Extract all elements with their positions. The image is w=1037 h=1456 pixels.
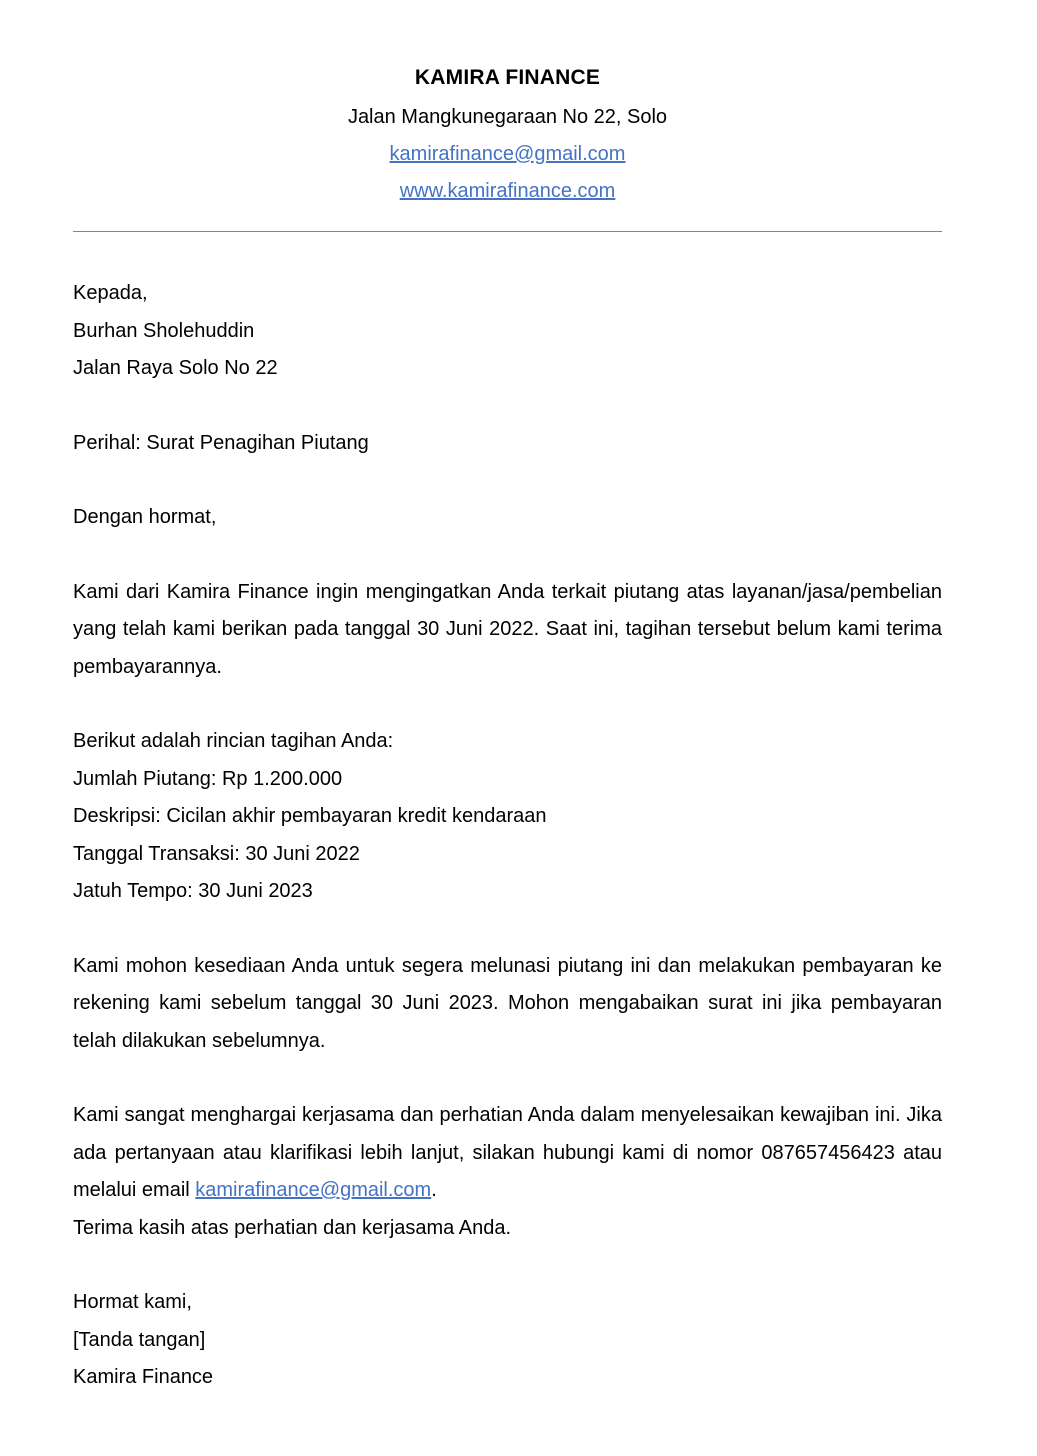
spacer	[73, 1060, 942, 1097]
contact-email-link[interactable]: kamirafinance@gmail.com	[195, 1179, 432, 1201]
spacer	[73, 388, 942, 425]
signature-block	[73, 1284, 942, 1397]
recipient-salutation: Kepada,	[73, 282, 148, 304]
invoice-row-deskripsi: Deskripsi: Cicilan akhir pembayaran kredit kendaraan	[73, 805, 547, 827]
company-address: Jalan Mangkunegaraan No 22, Solo	[347, 106, 668, 128]
subject-line: Perihal: Surat Penagihan Piutang	[73, 431, 369, 454]
spacer	[73, 537, 942, 574]
paragraph-closing	[73, 1097, 942, 1210]
signature-placeholder: [Tanda tangan]	[73, 1328, 206, 1351]
letterhead	[73, 0, 942, 232]
closing-lead-text: Kami sangat menghargai kerjasama dan perhatian Anda dalam menyelesaikan kewajiban ini. Jika ada pertanyaan atau klarifikasi lebih lanjut, silakan hubungi kami di nomor	[73, 1104, 942, 1164]
paragraph-intro: Kami dari Kamira Finance ingin mengingatkan Anda terkait piutang atas layanan/jasa/pembelian yang telah kami berikan pada tanggal 30 Juni 2022. Saat ini, tagihan tersebut belum kami terima pembayarannya.	[73, 580, 942, 678]
contact-phone-number: 087657456423	[761, 1141, 895, 1164]
paragraph-thanks: Terima kasih atas perhatian dan kerjasama Anda.	[73, 1216, 512, 1239]
invoice-row-jumlah-piutang: Jumlah Piutang: Rp 1.200.000	[73, 767, 343, 790]
spacer	[73, 462, 942, 499]
signature-closing: Hormat kami,	[73, 1291, 192, 1313]
company-email-line	[73, 136, 942, 173]
signature-signer: Kamira Finance	[73, 1366, 214, 1388]
greeting-line: Dengan hormat,	[73, 506, 217, 528]
company-email-link[interactable]: kamirafinance@gmail.com	[389, 143, 626, 165]
invoice-details-heading: Berikut adalah rincian tagihan Anda:	[73, 730, 394, 752]
recipient-address: Jalan Raya Solo No 22	[73, 357, 278, 379]
spacer	[73, 686, 942, 723]
spacer	[73, 911, 942, 948]
closing-period: .	[431, 1179, 437, 1201]
document-content	[73, 0, 942, 1397]
closing-mid-text: atau melalui email	[73, 1141, 943, 1201]
spacer	[73, 1247, 942, 1284]
company-website-link[interactable]: www.kamirafinance.com	[399, 180, 616, 202]
invoice-details-block	[73, 723, 942, 911]
recipient-name: Burhan Sholehuddin	[73, 319, 255, 342]
invoice-row-tanggal-transaksi: Tanggal Transaksi: 30 Juni 2022	[73, 842, 360, 865]
recipient-block	[73, 275, 942, 388]
invoice-row-jatuh-tempo: Jatuh Tempo: 30 Juni 2023	[73, 880, 313, 902]
letter-body	[73, 232, 942, 1397]
paragraph-request: Kami mohon kesediaan Anda untuk segera melunasi piutang ini dan melakukan pembayaran ke rekening kami sebelum tanggal 30 Juni 2023. Mohon mengabaikan surat ini jika pembayaran telah dilakukan sebelumnya.	[73, 954, 942, 1052]
company-website-line	[73, 173, 942, 210]
company-name: KAMIRA FINANCE	[414, 66, 601, 89]
